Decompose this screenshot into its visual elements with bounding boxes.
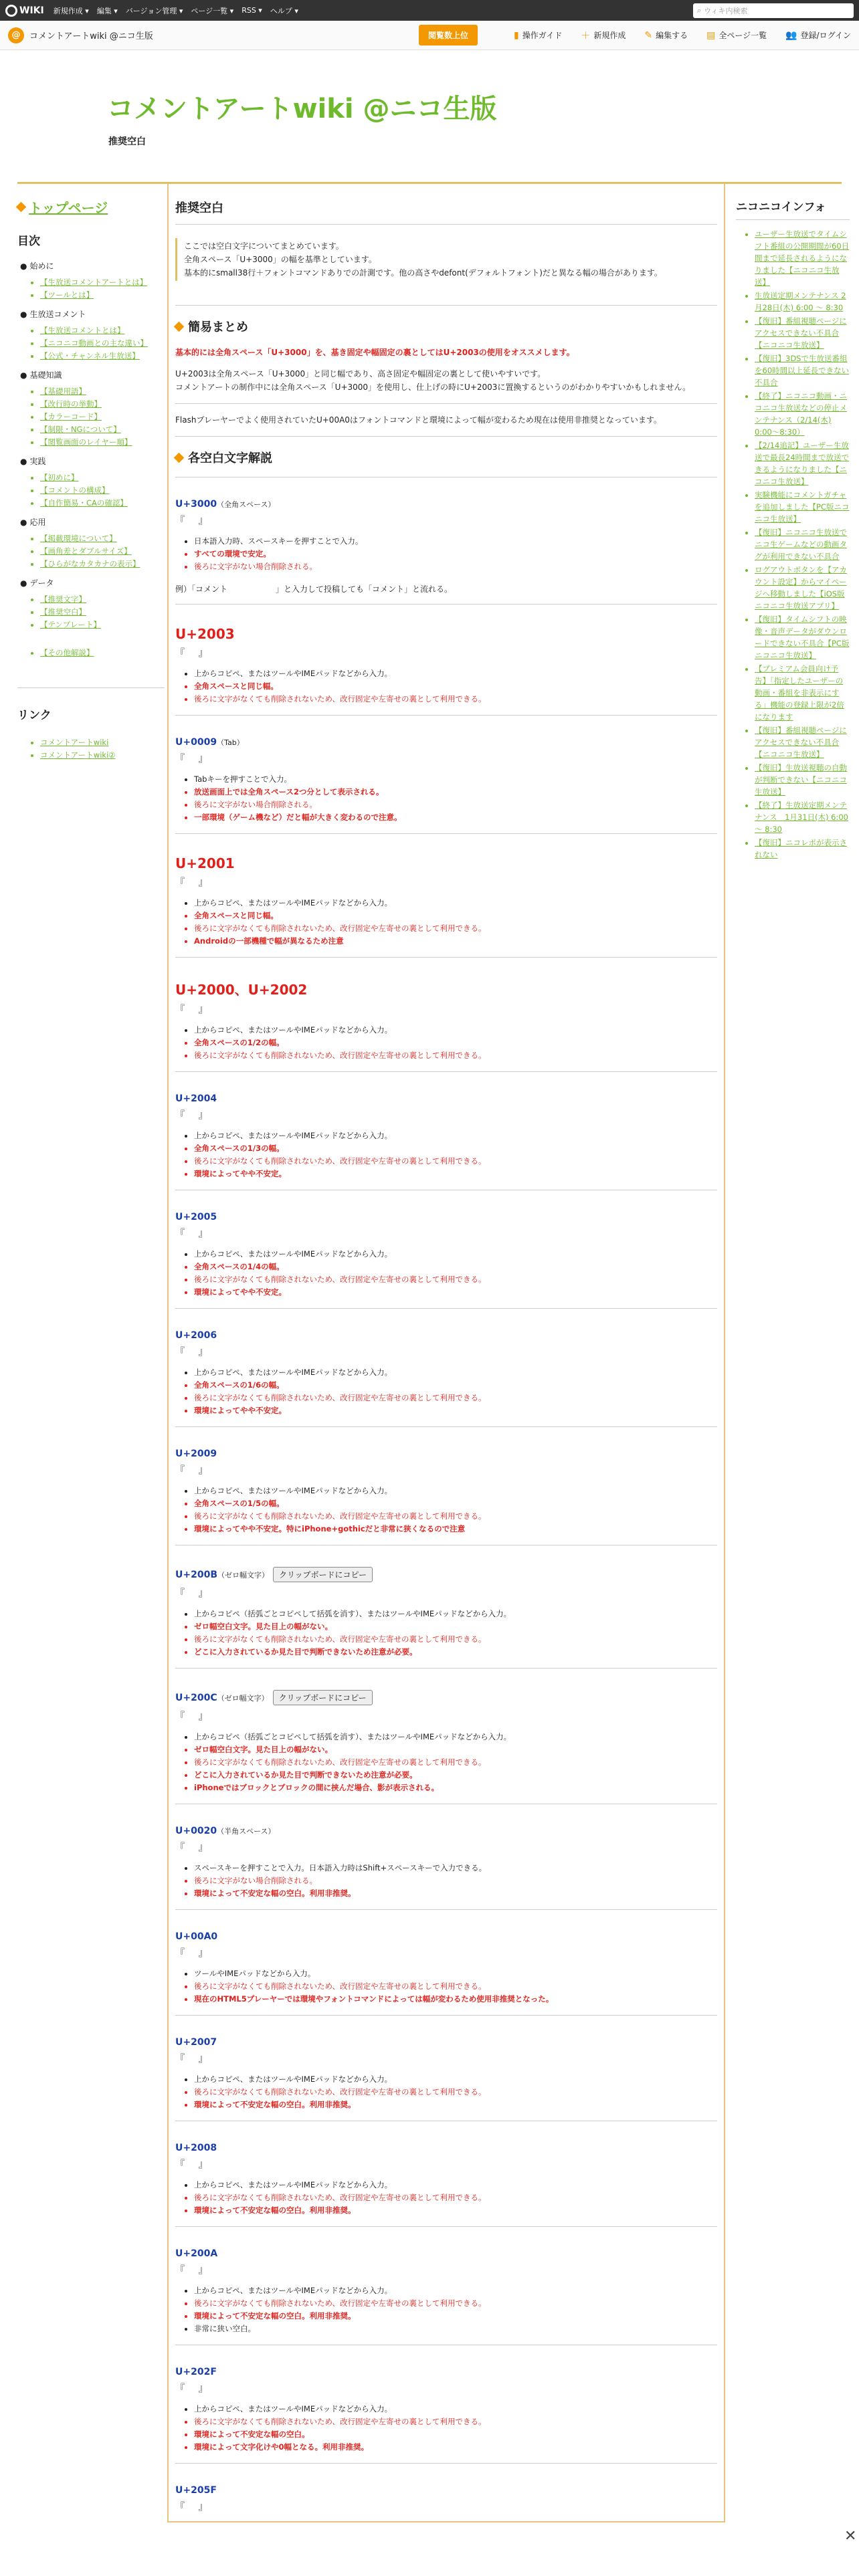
char-code: U+2006 bbox=[175, 1330, 217, 1341]
char-code: U+202F bbox=[175, 2367, 217, 2377]
char-code: U+00A0 bbox=[175, 1931, 218, 1942]
right-sidebar bbox=[736, 197, 850, 862]
login-button[interactable]: 👥 登録/ログイン bbox=[785, 29, 851, 41]
diamond-icon bbox=[174, 321, 185, 332]
toc-section: ● 基礎知識 bbox=[20, 369, 165, 381]
char-note: • 全角スペースの1/3の幅。 bbox=[194, 1142, 717, 1155]
char-sample[interactable]: 『 』 bbox=[175, 2383, 213, 2394]
char-sample[interactable]: 『 』 bbox=[175, 2265, 213, 2276]
intro-note: ここでは空白文字についてまとめています。 全角スペース「U+3000」の幅を基準としています。 基本的にsmall38行＋フォントコマンドありでの計測です。他の高さやdefont(デフォルトフォント)だと異なる幅の場合があります。 bbox=[175, 238, 717, 281]
char-note: • 後ろに文字がなくても削除されないため、改行固定や左寄せの裏として利用できる。 bbox=[194, 1392, 717, 1404]
link-commentart-wiki[interactable]: • コメントアートwiki bbox=[40, 737, 165, 748]
char-note: • 後ろに文字がなくても削除されないため、改行固定や左寄せの裏として利用できる。 bbox=[194, 1756, 717, 1769]
toc-link[interactable]: • 【自作簡易・CAの確認】 bbox=[40, 498, 165, 508]
char-code: U+205F bbox=[175, 2485, 217, 2496]
char-code: U+200C（ゼロ幅文字） クリップボードにコピー bbox=[175, 1690, 717, 1705]
site-logo-icon[interactable]: @ bbox=[8, 27, 24, 43]
char-note: • 日本語入力時、スペースキーを押すことで入力。 bbox=[194, 535, 717, 548]
info-heading: ニコニコインフォ bbox=[736, 197, 850, 220]
top-page-link[interactable]: トップページ bbox=[17, 197, 165, 217]
edit-button[interactable]: ✎ 編集する bbox=[644, 29, 688, 41]
char-note: • 全角スペースの1/5の幅。 bbox=[194, 1497, 717, 1510]
toc-link[interactable]: • 【コメントの構成】 bbox=[40, 485, 165, 496]
info-link[interactable]: • 【終了】生放送定期メンテナンス 1月31日(木) 6:00 ～ 8:30 bbox=[755, 799, 850, 835]
char-note: • Androidの一部機種で幅が異なるため注意 bbox=[194, 935, 717, 948]
info-link[interactable]: • 【復旧】ニコニコ生放送でニコ生ゲームなどの動画タグが利用できない不具合 bbox=[755, 526, 850, 562]
char-block bbox=[175, 2015, 717, 2111]
char-block bbox=[175, 1426, 717, 1535]
menu-pages[interactable]: ページ一覧 ▾ bbox=[191, 6, 234, 15]
char-note: • 後ろに文字がない場合削除される。 bbox=[194, 798, 717, 811]
link-commentart-wiki-2[interactable]: • コメントアートwiki② bbox=[40, 750, 165, 760]
toc-section: ● 応用 bbox=[20, 516, 165, 528]
char-note: • 上からコピペ、またはツールやIMEパッドなどから入力。 bbox=[194, 2073, 717, 2086]
top-bar bbox=[0, 0, 859, 21]
char-sample[interactable]: 『 』 bbox=[175, 1004, 213, 1015]
char-note: • 上からコピペ、またはツールやIMEパッドなどから入力。 bbox=[194, 2179, 717, 2191]
char-note: • 全角スペースと同じ幅。 bbox=[194, 909, 717, 922]
copy-button[interactable]: クリップボードにコピー bbox=[273, 1690, 373, 1705]
info-link[interactable]: • ログアウトボタンを【アカウント設定】からマイページへ移動しました【iOS版ニコニコ生放送アプリ】 bbox=[755, 564, 850, 612]
info-link[interactable]: • 生放送定期メンテナンス 2月28日(木) 6:00 ～ 8:30 bbox=[755, 290, 850, 314]
toc-link[interactable]: • 【ニコニコ動画との主な違い】 bbox=[40, 338, 165, 348]
char-sample[interactable]: 『 』 bbox=[175, 648, 213, 659]
char-note: • 環境によって文字化けや0幅となる。利用非推奨。 bbox=[194, 2441, 717, 2454]
char-note: • 後ろに文字がなくても削除されないため、改行固定や左寄せの裏として利用できる。 bbox=[194, 2191, 717, 2204]
ranking-button[interactable]: 閲覧数上位 bbox=[419, 25, 478, 45]
char-block bbox=[175, 477, 717, 596]
char-block bbox=[175, 1308, 717, 1417]
char-note: • 全角スペースと同じ幅。 bbox=[194, 680, 717, 693]
char-note: • 後ろに文字がなくても削除されないため、改行固定や左寄せの裏として利用できる。 bbox=[194, 1273, 717, 1286]
info-link[interactable]: • 【復旧】ニコレポが表示されない bbox=[755, 837, 850, 861]
char-note: • 後ろに文字がなくても削除されないため、改行固定や左寄せの裏として利用できる。 bbox=[194, 2297, 717, 2310]
char-block bbox=[175, 1190, 717, 1299]
guide-icon: ▮ bbox=[513, 29, 519, 41]
toc-link[interactable]: • 【初めに】 bbox=[40, 472, 165, 483]
char-note: • 現在のHTML5プレーヤーでは環境やフォントコマンドによっては幅が変わるため使用非推奨となった。 bbox=[194, 1993, 717, 2006]
char-block bbox=[175, 1909, 717, 2006]
site-name[interactable]: コメントアートwiki @ニコ生版 bbox=[29, 31, 153, 41]
brand-text: WIKI bbox=[19, 5, 44, 16]
char-note: • 環境によって不安定な幅の空白。利用非推奨。 bbox=[194, 2099, 717, 2111]
char-note: • 上からコピペ、またはツールやIMEパッドなどから入力。 bbox=[194, 2403, 717, 2416]
char-note: • 後ろに文字がなくても削除されないため、改行固定や左寄せの裏として利用できる。 bbox=[194, 1049, 717, 1062]
char-note: • Tabキーを押すことで入力。 bbox=[194, 773, 717, 786]
close-icon[interactable]: ✕ bbox=[844, 2528, 857, 2545]
page-title: 推奨空白 bbox=[175, 199, 717, 225]
diamond-icon bbox=[16, 202, 27, 213]
summary-text-1: 基本的には全角スペース「U+3000」を、基き固定や幅固定の裏としてはU+2003の使用をオススメします。 bbox=[175, 348, 575, 357]
summary-text-4: Flashプレーヤーでよく使用されていたU+00A0はフォントコマンドと環境によって幅が変わるため現在は使用非推奨となっています。 bbox=[175, 415, 662, 425]
char-code: U+2005 bbox=[175, 1212, 217, 1222]
toc-link[interactable]: • 【推奨空白】 bbox=[40, 607, 165, 617]
site-bar bbox=[0, 21, 859, 50]
toc-link[interactable]: • 【生放送コメントアートとは】 bbox=[40, 277, 165, 288]
char-note: • 環境によってやや不安定。 bbox=[194, 1168, 717, 1180]
char-block bbox=[175, 715, 717, 824]
char-note: • 後ろに文字がなくても削除されないため、改行固定や左寄せの裏として利用できる。 bbox=[194, 1155, 717, 1168]
char-note: • 上からコピペ、またはツールやIMEパッドなどから入力。 bbox=[194, 2284, 717, 2297]
char-block bbox=[175, 2121, 717, 2217]
info-link[interactable]: • 実験機能にコメントガチャを追加しました【PC版ニコニコ生放送】 bbox=[755, 489, 850, 525]
char-block bbox=[175, 2226, 717, 2335]
left-sidebar bbox=[17, 197, 165, 762]
toc-link[interactable]: • 【生放送コメントとは】 bbox=[40, 325, 165, 336]
char-sample[interactable]: 『 』 bbox=[175, 1588, 213, 1599]
char-note: • 上からコピペ、またはツールやIMEパッドなどから入力。 bbox=[194, 1024, 717, 1037]
toc-section: ● データ bbox=[20, 577, 165, 588]
char-sample[interactable]: 『 』 bbox=[175, 1347, 213, 1358]
links-heading: リンク bbox=[17, 687, 165, 722]
toc-link[interactable]: • 【制限・NGについて】 bbox=[40, 424, 165, 435]
info-link[interactable]: • 【復旧】3DSで生放送番組を60時間以上延長できない不具合 bbox=[755, 352, 850, 389]
char-sample[interactable]: 『 』 bbox=[175, 1842, 213, 1853]
char-code: U+2008 bbox=[175, 2143, 217, 2153]
search-icon: ⌕ bbox=[697, 5, 702, 15]
menu-help[interactable]: ヘルプ ▾ bbox=[270, 6, 298, 15]
info-link[interactable]: • ユーザー生放送でタイムシフト番組の公開期間が60日間まで延長されるようになりました【ニコニコ生放送】 bbox=[755, 228, 850, 288]
char-note: • 上からコピペ、またはツールやIMEパッドなどから入力。 bbox=[194, 667, 717, 680]
char-note: • 全角スペースの1/2の幅。 bbox=[194, 1037, 717, 1049]
toc-section: ● 実践 bbox=[20, 455, 165, 467]
char-block bbox=[175, 957, 717, 1062]
char-note: • 全角スペースの1/6の幅。 bbox=[194, 1379, 717, 1392]
toc-section: ● 始めに bbox=[20, 260, 165, 272]
toc-link[interactable]: • 【テンプレート】 bbox=[40, 619, 165, 630]
char-note: • 環境によって不安定な幅の空白。 bbox=[194, 2428, 717, 2441]
summary-heading: 簡易まとめ bbox=[175, 318, 717, 335]
char-note: • 後ろに文字がなくても削除されないため、改行固定や左寄せの裏として利用できる。 bbox=[194, 1633, 717, 1646]
char-code: U+2001 bbox=[175, 855, 235, 871]
char-note: • 環境によってやや不安定。特にiPhone+gothicだと非常に狭くなるので注意 bbox=[194, 1523, 717, 1535]
guide-button[interactable]: ▮ 操作ガイド bbox=[513, 29, 563, 41]
char-block bbox=[175, 604, 717, 706]
ring-icon bbox=[5, 5, 17, 17]
pencil-icon: ✎ bbox=[644, 29, 653, 41]
char-block bbox=[175, 1545, 717, 1658]
char-code: U+3000（全角スペース） bbox=[175, 499, 276, 510]
toc-link[interactable]: • 【改行時の挙動】 bbox=[40, 399, 165, 409]
wiki-logo[interactable] bbox=[5, 5, 44, 17]
menu-rss[interactable]: RSS ▾ bbox=[242, 6, 262, 15]
copy-button[interactable]: クリップボードにコピー bbox=[273, 1567, 373, 1582]
char-note: • 一部環境（ゲーム機など）だと幅が大きく変わるので注意。 bbox=[194, 811, 717, 824]
char-note: • 環境によってやや不安定。 bbox=[194, 1404, 717, 1417]
page-subtitle: 推奨空白 bbox=[108, 136, 146, 147]
char-note: • 上からコピペ、またはツールやIMEパッドなどから入力。 bbox=[194, 897, 717, 909]
page-header bbox=[17, 50, 842, 184]
char-code: U+2004 bbox=[175, 1093, 217, 1104]
char-note: • 上からコピペ、またはツールやIMEパッドなどから入力。 bbox=[194, 1130, 717, 1142]
char-note: • 環境によって不安定な幅の空白。利用非推奨。 bbox=[194, 1887, 717, 1900]
char-sample[interactable]: 『 』 bbox=[175, 516, 213, 526]
char-note: • 後ろに文字がない場合削除される。 bbox=[194, 1874, 717, 1887]
char-block bbox=[175, 2463, 717, 2513]
char-list-heading: 各空白文字解説 bbox=[175, 449, 717, 466]
char-note: • 後ろに文字がなくても削除されないため、改行固定や左寄せの裏として利用できる。 bbox=[194, 693, 717, 706]
char-note: • 後ろに文字がなくても削除されないため、改行固定や左寄せの裏として利用できる。 bbox=[194, 2086, 717, 2099]
char-note: • 後ろに文字がない場合削除される。 bbox=[194, 560, 717, 573]
char-note: • 後ろに文字がなくても削除されないため、改行固定や左寄せの裏として利用できる。 bbox=[194, 922, 717, 935]
toc-section: ● 生放送コメント bbox=[20, 308, 165, 320]
plus-icon: ＋ bbox=[581, 30, 591, 41]
menu-new[interactable]: 新規作成 ▾ bbox=[53, 6, 89, 15]
char-block bbox=[175, 1804, 717, 1900]
toc-other-link[interactable]: • 【その他解説】 bbox=[40, 647, 165, 658]
char-note: • ゼロ幅空白文字。見た目上の幅がない。 bbox=[194, 1620, 717, 1633]
toc-link[interactable]: • 【ひらがなカタカナの表示】 bbox=[40, 558, 165, 569]
char-block bbox=[175, 833, 717, 948]
char-note: • 全角スペースの1/4の幅。 bbox=[194, 1261, 717, 1273]
char-sample[interactable]: 『 』 bbox=[175, 1711, 213, 1722]
menu-version[interactable]: バージョン管理 ▾ bbox=[125, 6, 183, 15]
diamond-icon bbox=[174, 452, 185, 463]
search-input[interactable]: ⌕ ウィキ内検索 bbox=[693, 3, 854, 18]
char-note: • 上からコピペ、またはツールやIMEパッドなどから入力。 bbox=[194, 1366, 717, 1379]
char-code: U+200A bbox=[175, 2248, 218, 2259]
char-sample[interactable]: 『 』 bbox=[175, 2502, 213, 2512]
char-note: • ツールやIMEパッドなどから入力。 bbox=[194, 1967, 717, 1980]
char-code: U+2007 bbox=[175, 2037, 217, 2048]
toc-link[interactable]: • 【基礎用語】 bbox=[40, 386, 165, 397]
char-sample[interactable]: 『 』 bbox=[175, 1228, 213, 1239]
char-note: • どこに入力されているか見た目で判断できないため注意が必要。 bbox=[194, 1646, 717, 1658]
char-note: • 環境によってやや不安定。 bbox=[194, 1286, 717, 1299]
char-example: 例）「コメント 」と入力して投稿しても「コメント」と流れる。 bbox=[175, 584, 453, 594]
char-code: U+200B（ゼロ幅文字） クリップボードにコピー bbox=[175, 1567, 717, 1582]
char-code: U+0020（半角スペース） bbox=[175, 1826, 276, 1836]
char-note: • 後ろに文字がなくても削除されないため、改行固定や左寄せの裏として利用できる。 bbox=[194, 1980, 717, 1993]
char-sample[interactable]: 『 』 bbox=[175, 1948, 213, 1959]
char-list bbox=[175, 477, 717, 2513]
char-note: • ゼロ幅空白文字。見た目上の幅がない。 bbox=[194, 1743, 717, 1756]
summary-text-2: U+2003は全角スペース「U+3000」と同じ幅であり、高さ固定や幅固定の裏として使いやすいです。 コメントアートの制作中には全角スペース「U+3000」を使用し、仕上げの時にU+2003に置換するというのがわかりやすいかもしれません。 bbox=[175, 369, 691, 392]
toc-heading: 目次 bbox=[17, 235, 40, 248]
info-link[interactable]: • 【終了】ニコニコ動画・ニコニコ生放送などの停止メンテナンス（2/14(木) 0:00～8:30） bbox=[755, 390, 850, 438]
char-code: U+2000、U+2002 bbox=[175, 982, 308, 998]
toc-link[interactable]: • 【推奨文字】 bbox=[40, 594, 165, 605]
info-link[interactable]: • 【復旧】タイムシフトの映像・音声データがダウンロードできない不具合【PC版ニコニコ生放送】 bbox=[755, 613, 850, 661]
char-sample[interactable]: 『 』 bbox=[175, 2054, 213, 2064]
char-note: • 後ろに文字がなくても削除されないため、改行固定や左寄せの裏として利用できる。 bbox=[194, 1510, 717, 1523]
char-note: • 上からコピペ（括弧ごとコピペして括弧を消す）、またはツールやIMEパッドなどから入力。 bbox=[194, 1608, 717, 1620]
info-link[interactable]: • 【2/14追記】ユーザー生放送で最長24時間まで放送できるようになりました【ニコニコ生放送】 bbox=[755, 439, 850, 488]
char-note: • すべての環境で安定。 bbox=[194, 548, 717, 560]
info-link[interactable]: • 【復旧】番組視聴ページにアクセスできない不具合【ニコニコ生放送】 bbox=[755, 724, 850, 760]
char-block bbox=[175, 2345, 717, 2454]
char-note: • どこに入力されているか見た目で判断できないため注意が必要。 bbox=[194, 1769, 717, 1782]
toc-link[interactable]: • 【画角差とダブルサイズ】 bbox=[40, 546, 165, 556]
menu-edit[interactable]: 編集 ▾ bbox=[96, 6, 118, 15]
toc-link[interactable]: • 【掲載環境について】 bbox=[40, 533, 165, 544]
char-code: U+2009 bbox=[175, 1448, 217, 1459]
char-note: • 環境によって不安定な幅の空白。利用非推奨。 bbox=[194, 2204, 717, 2217]
info-list bbox=[736, 228, 850, 861]
new-page-button[interactable]: ＋ 新規作成 bbox=[581, 29, 626, 42]
char-note: • iPhoneではブロックとブロックの間に挟んだ場合、影が表示される。 bbox=[194, 1782, 717, 1794]
site-title[interactable]: コメントアートwiki @ニコ生版 bbox=[107, 94, 497, 124]
char-code: U+0009（Tab） bbox=[175, 737, 244, 748]
toc-link[interactable]: • 【公式・チャンネル生放送】 bbox=[40, 350, 165, 361]
char-sample[interactable]: 『 』 bbox=[175, 1110, 213, 1121]
info-link[interactable]: • 【復旧】番組視聴ページにアクセスできない不具合【ニコニコ生放送】 bbox=[755, 315, 850, 351]
info-link[interactable]: • 【復旧】生放送視聴の自動が判断できない【ニコニコ生放送】 bbox=[755, 762, 850, 798]
char-sample[interactable]: 『 』 bbox=[175, 877, 213, 888]
info-link[interactable]: • 【プレミアム会員向け予告】「指定したユーザーの動画・番組を非表示にする」機能の登録上限が2倍になります bbox=[755, 663, 850, 723]
toc-link[interactable]: • 【閲覧画面のレイヤー順】 bbox=[40, 437, 165, 447]
char-sample[interactable]: 『 』 bbox=[175, 2159, 213, 2170]
char-note: • 上からコピペ、またはツールやIMEパッドなどから入力。 bbox=[194, 1248, 717, 1261]
char-note: • 上からコピペ（括弧ごとコピペして括弧を消す）、またはツールやIMEパッドなどから入力。 bbox=[194, 1731, 717, 1743]
char-block bbox=[175, 1071, 717, 1180]
toc-link[interactable]: • 【カラーコード】 bbox=[40, 411, 165, 422]
main-content bbox=[167, 184, 725, 2523]
char-note: • 放送画面上では全角スペース2つ分として表示される。 bbox=[194, 786, 717, 798]
char-sample[interactable]: 『 』 bbox=[175, 1465, 213, 1476]
char-sample[interactable]: 『 』 bbox=[175, 754, 213, 764]
document-icon: ▤ bbox=[706, 29, 716, 41]
char-note: • 上からコピペ、またはツールやIMEパッドなどから入力。 bbox=[194, 1485, 717, 1497]
char-note: • スペースキーを押すことで入力。日本語入力時はShift+スペースキーで入力できる。 bbox=[194, 1862, 717, 1874]
users-icon: 👥 bbox=[785, 29, 797, 41]
char-code: U+2003 bbox=[175, 626, 235, 642]
char-note: • 後ろに文字がなくても削除されないため、改行固定や左寄せの裏として利用できる。 bbox=[194, 2416, 717, 2428]
char-block bbox=[175, 1668, 717, 1794]
toc-link[interactable]: • 【ツールとは】 bbox=[40, 290, 165, 300]
char-note: • 非常に狭い空白。 bbox=[194, 2323, 717, 2335]
all-pages-button[interactable]: ▤ 全ページ一覧 bbox=[706, 29, 767, 41]
char-note: • 環境によって不安定な幅の空白。利用非推奨。 bbox=[194, 2310, 717, 2323]
toc-list bbox=[17, 260, 165, 630]
